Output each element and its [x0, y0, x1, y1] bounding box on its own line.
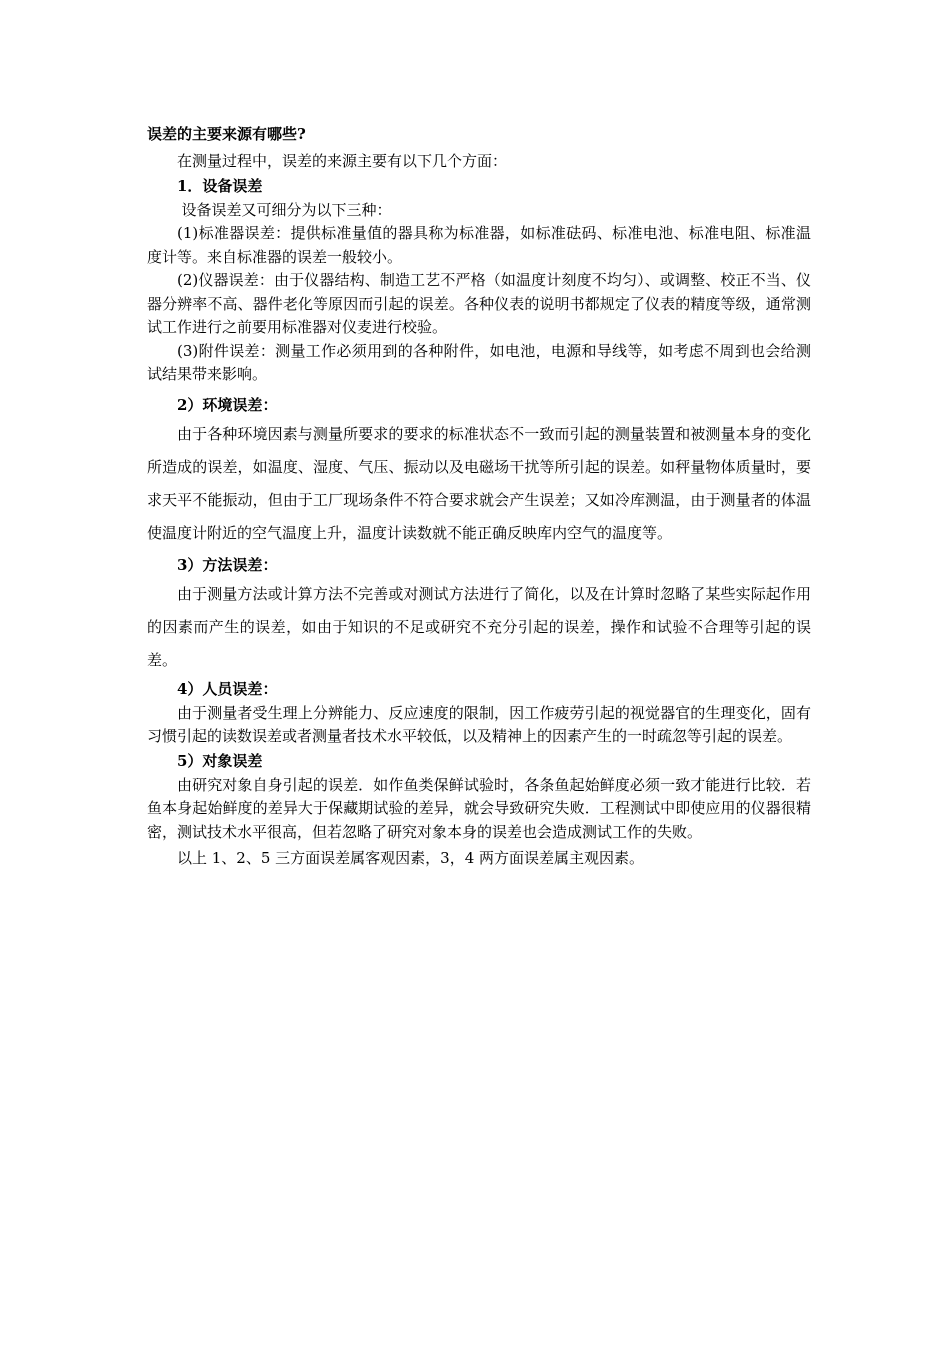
- intro-paragraph: 在测量过程中，误差的来源主要有以下几个方面：: [177, 152, 508, 170]
- section-heading-environment: 2）环境误差：: [177, 395, 278, 414]
- environment-paragraph: 由于各种环境因素与测量所要求的要求的标准状态不一致而引起的测量装置和被测量本身的变化所造成的误差，如温度、湿度、气压、振动以及电磁场干扰等所引起的误差。如秤量物体质量时，要求天平不能振动，但由于工厂现场条件不符合要求就会产生误差；又如冷库测温，由于测量者的体温使温度计附近的空气温度上升，温度计读数就不能正确反映库内空气的温度等。: [147, 424, 811, 542]
- document-title: 误差的主要来源有哪些?: [147, 125, 306, 143]
- section-heading-personnel: 4）人员误差：: [177, 679, 278, 698]
- object-paragraph: 由研究对象自身引起的误差．如作鱼类保鲜试验时，各条鱼起始鲜度必须一致才能进行比较．若鱼本身起始鲜度的差异大于保藏期试验的差异，就会导致研究失败．工程测试中即使应用的仪器很精密，测试技术水平很高，但若忽略了研究对象本身的误差也会造成测试工作的失败。: [147, 775, 811, 841]
- section-heading-equipment: 1．设备误差: [177, 176, 263, 195]
- equipment-lead: 设备误差又可细分为以下三种：: [181, 200, 392, 219]
- personnel-paragraph: 由于测量者受生理上分辨能力、反应速度的限制，因工作疲劳引起的视觉器官的生理变化，固有习惯引起的读数误差或者测量者技术水平较低，以及精神上的因素产生的一时疏忽等引起的误差。: [147, 703, 811, 745]
- equipment-paragraph-standard: (1)标准器误差：提供标准量值的器具称为标准器，如标准砝码、标准电池、标准电阻、标准温度计等。来自标准器的误差一般较小。: [147, 224, 811, 266]
- equipment-paragraph-accessory: (3)附件误差：测量工作必须用到的各种附件，如电池，电源和导线等，如考虑不周到也会给测试结果带来影响。: [147, 341, 811, 383]
- equipment-paragraph-instrument: (2)仪器误差：由于仪器结构、制造工艺不严格（如温度计刻度不均匀）、或调整、校正不当、仪器分辨率不高、器件老化等原因而引起的误差。各种仪表的说明书都规定了仪表的精度等级，通常测试工作进行之前要用标准器对仪麦进行校验。: [147, 271, 811, 336]
- section-heading-object: 5）对象误差: [177, 751, 263, 770]
- section-heading-method: 3）方法误差：: [177, 555, 278, 574]
- document-page: [147, 122, 811, 871]
- method-paragraph: 由于测量方法或计算方法不完善或对测试方法进行了简化，以及在计算时忽略了某些实际起作用的因素而产生的误差，如由于知识的不足或研究不充分引起的误差，操作和试验不合理等引起的误差。: [147, 584, 811, 669]
- conclusion-paragraph: 以上 1、2、5 三方面误差属客观因素，3，4 两方面误差属主观因素。: [177, 849, 645, 867]
